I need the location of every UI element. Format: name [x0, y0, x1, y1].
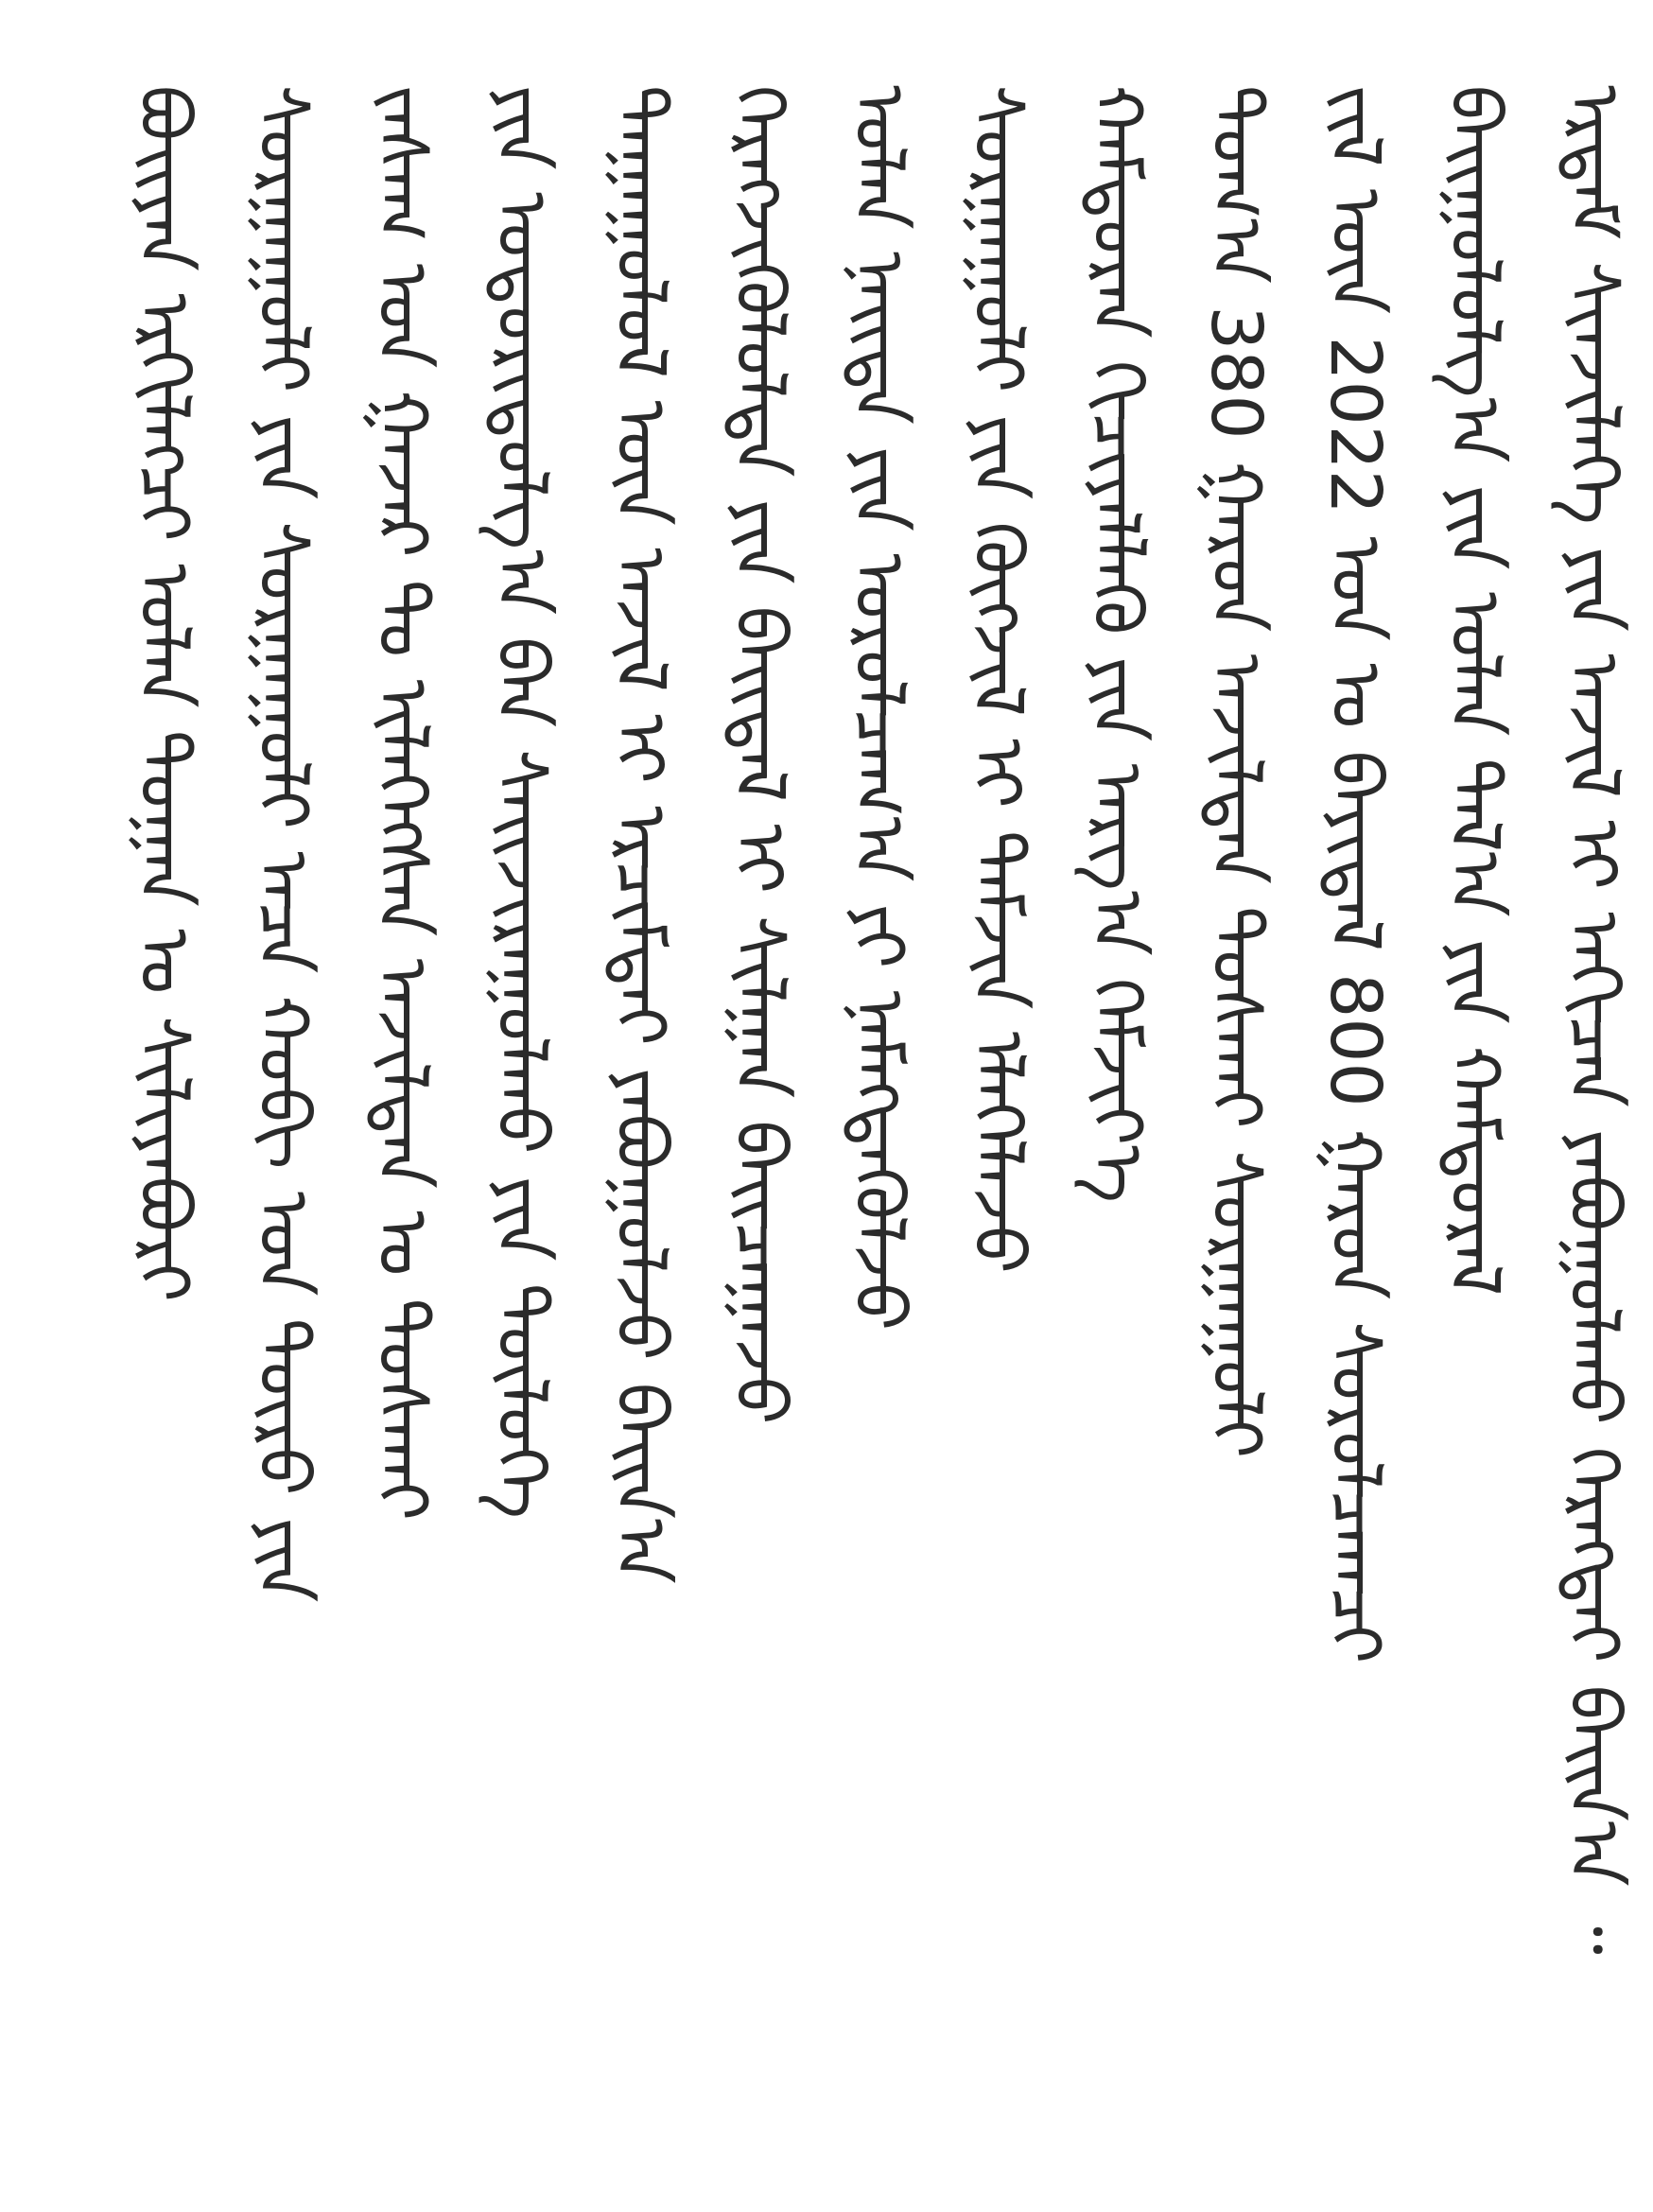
text-line-10: ᠲᠣᠭ᠎ᠠ 380 ᠭᠠᠷᠤᠨ ᠠᠵᠢᠯᠲᠠᠨ ᠲᠤᠰᠬᠠᠢ ᠰᠤᠷᠭᠠᠭᠤᠯᠢ — [1195, 85, 1277, 1458]
text-line-5: ᠳᠠᠭᠠᠭᠤᠯᠤᠯ ᠦᠨ ᠠᠵᠢᠯ ᠢ ᠡᠷᠴᠢᠮᠲᠡᠢ ᠶᠠᠪᠤᠭᠤᠯᠵᠤ ᠪᠠᠢᠨ᠎ᠠ — [600, 85, 681, 1584]
text-line-13: ᠡᠷᠳᠡᠮ ᠰᠢᠨᠵᠢᠯᠡᠭᠡ ᠶᠢᠨ ᠠᠵᠢᠯ ᠢ ᠠᠬᠢᠴᠠᠨ ᠶᠠᠪᠤᠭᠤᠯᠬᠤ ᠬᠡᠷᠡᠭᠲᠡᠢ ᠪᠠᠢᠨ᠎ᠠ ᠃ — [1553, 85, 1634, 1955]
text-line-8: ᠰᠤᠷᠭᠠᠭᠤᠯᠢ ᠶᠢᠨ ᠬᠥᠭᠵᠢᠯ ᠢ ᠳᠡᠮᠵᠢᠨ ᠡᠯᠡᠭᠡᠯᠡᠵᠦ — [957, 85, 1038, 1274]
mongolian-text-block — [104, 85, 1634, 2128]
text-line-7: ᠣᠯᠠᠨ ᠨᠡᠢᠲᠡ ᠶᠢᠨ ᠣᠷᠣᠯᠴᠠᠭ᠎ᠠ ᠶᠢ ᠨᠡᠮᠡᠭᠳᠡᠭᠦᠯᠵᠦ — [838, 85, 919, 1331]
text-line-3: ᠵᠠᠰᠠᠭ ᠤᠨ ᠭᠠᠵᠠᠷ ᠲᠤ ᠢᠯᠡᠭᠡᠭᠰᠡᠨ ᠠᠵᠢᠯᠲᠠᠨ ᠤ ᠲᠤᠰᠬᠠᠢ — [361, 85, 443, 1521]
text-line-12: ᠪᠠᠢᠭᠤᠯᠤᠯᠭ᠎ᠠ ᠶᠢᠨ ᠣᠯᠠᠨ ᠲᠠᠯ᠎ᠠ ᠶᠢᠨ ᠬᠠᠮᠲᠤᠷᠠᠯ — [1434, 85, 1515, 1297]
text-line-2: ᠰᠤᠷᠭᠠᠭᠤᠯᠢ ᠶᠢᠨ ᠰᠤᠷᠭᠠᠭᠤᠯᠢ ᠠᠴᠠ ᠬᠤᠪᠢ ᠤᠨ ᠲᠦᠷᠦ ᠶᠢᠨ — [242, 85, 323, 1603]
text-line-1: ᠪᠤᠢᠶᠠᠨ ᠡᠷᠬᠢᠯᠡᠭᠴᠢ ᠣᠯᠠᠨ ᠲᠣᠭᠠᠨ ᠣ ᠰᠢᠯᠢᠶᠡᠪᠦᠷᠢ — [123, 85, 204, 1302]
text-line-6: ᠬᠡᠷᠡᠭᠵᠢᠭᠦᠯᠦᠯᠲᠡ ᠶᠢᠨ ᠪᠠᠢᠳᠠᠯ ᠢ ᠰᠢᠯᠭᠠᠨ ᠪᠠᠢᠴᠠᠭᠠᠵᠤ — [719, 85, 800, 1425]
text-line-9: ᠬᠠᠮᠲᠤᠷᠠᠨ ᠬᠢᠴᠢᠶᠡᠯᠯᠡᠬᠦ ᠶᠢᠨ ᠠᠷᠭ᠎ᠠ ᠬᠡᠮᠵᠢᠶ᠎ᠡ — [1076, 85, 1157, 1203]
text-line-4: ᠶᠢᠨ ᠤᠳᠤᠷᠢᠳᠤᠯᠭ᠎ᠠ ᠪᠠᠨ ᠰᠠᠢᠵᠢᠷᠠᠭᠤᠯᠬᠤ ᠶᠢᠨ ᠲᠥᠯᠥᠭᠡ — [480, 85, 562, 1520]
text-line-11: ᠵᠢᠯ ᠦᠨ 2022 ᠣᠨ ᠤ ᠪᠠᠶᠢᠳᠠᠯ 800 ᠭᠠᠷᠤᠨ ᠰᠤᠷᠤᠯᠴᠠᠭᠴᠢ — [1314, 85, 1396, 1664]
